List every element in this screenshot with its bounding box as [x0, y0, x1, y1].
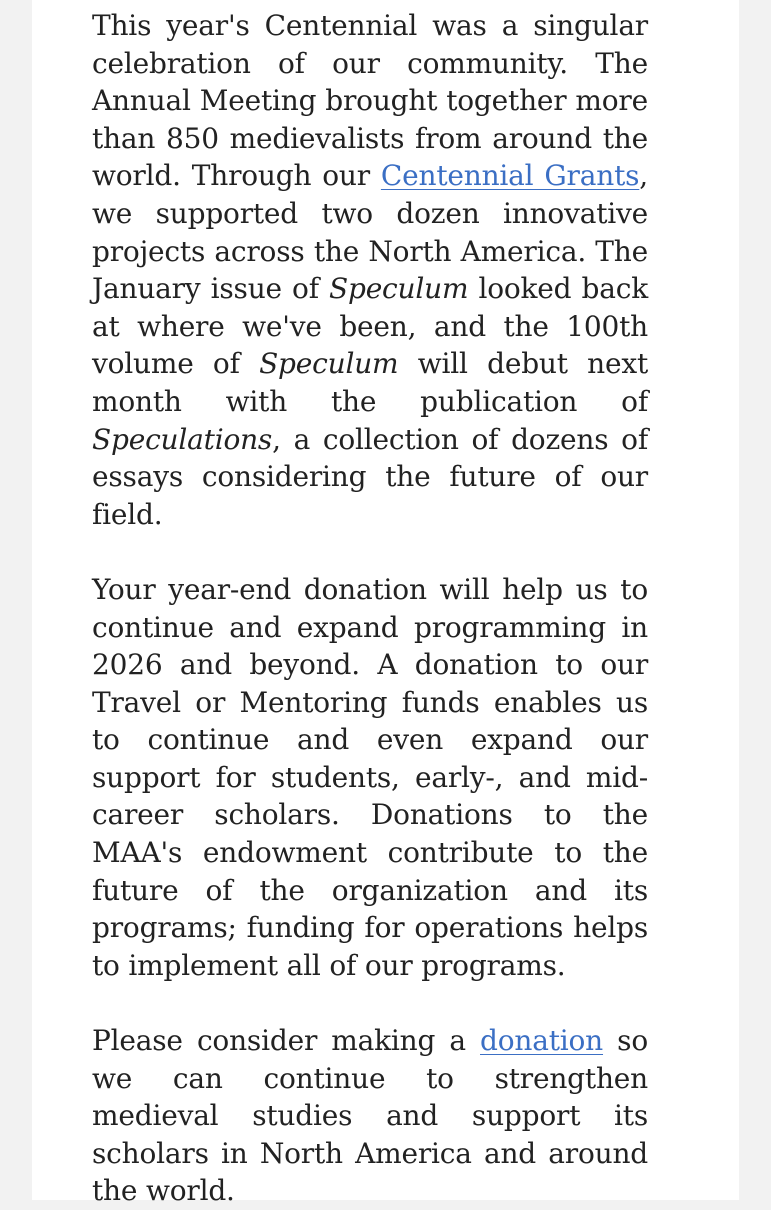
centennial-text-2: , we supported two dozen innovative projects across the North America. The January issue of [92, 159, 648, 306]
speculum-title-2: Speculum [259, 347, 399, 381]
speculum-title-1: Speculum [328, 272, 469, 306]
donation-purpose-paragraph: Your year-end donation will help us to continue and expand programming in 2026 and beyond. A donation to our Travel or Mentoring funds enables us to continue and even expand our support for students, early-, and mid-career scholars. Donations to the MAA's endowment contribute to the future of the organization and its programs; funding for operations helps to implement all of our programs. [92, 572, 648, 982]
centennial-paragraph [92, 7, 648, 533]
centennial-text-1: This year's Centennial was a singular celebration of our community. The Annual Meeting brought together more than 850 medievalists from around the world. Through our [92, 9, 648, 193]
email-body [32, 0, 739, 1208]
appeal-text-2: so we can continue to strengthen medieval studies and support its scholars in North America and around the world. [92, 1024, 648, 1208]
donation-appeal-paragraph [92, 1022, 648, 1210]
centennial-text-5: , a collection of dozens of essays considering the future of our field. [92, 422, 648, 531]
appeal-text-1: Please consider making a [92, 1024, 480, 1058]
centennial-text-4: will debut next month with the publication of [92, 347, 648, 418]
centennial-text-3: looked back at where we've been, and the 100th volume of [92, 272, 648, 381]
speculations-title: Speculations [92, 422, 273, 456]
centennial-grants-link[interactable]: Centennial Grants [380, 159, 640, 193]
donation-link[interactable]: donation [480, 1024, 604, 1058]
